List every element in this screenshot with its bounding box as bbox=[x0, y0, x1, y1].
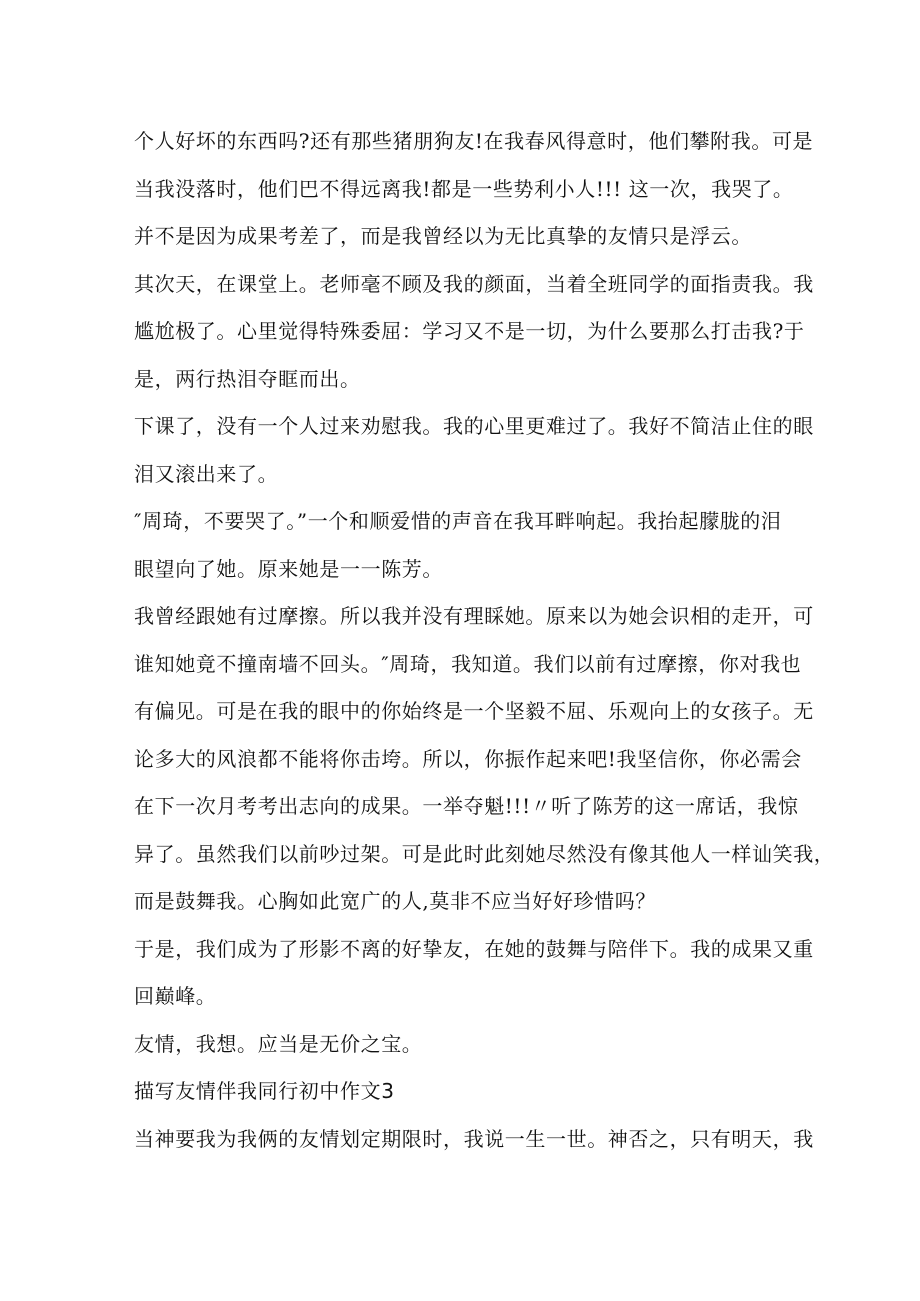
text-line: 有偏见。可是在我的眼中的你始终是一个坚毅不屈、乐观向上的女孩子。无 bbox=[134, 699, 814, 723]
text-line: 眼望向了她。原来她是一一陈芳。 bbox=[134, 556, 443, 581]
text-line: 并不是因为成果考差了，而是我曾经以为无比真挚的友情只是浮云。 bbox=[134, 224, 752, 248]
text-line: 泪又滚出来了。 bbox=[134, 461, 279, 486]
text-line: 回巅峰。 bbox=[134, 984, 217, 1008]
paragraph bbox=[134, 1021, 794, 1069]
paragraph bbox=[134, 926, 814, 1021]
paragraph bbox=[134, 498, 794, 593]
text-line: 下课了，没有一个人过来劝慰我。我的心里更难过了。我好不简洁止住的眼 bbox=[134, 414, 814, 438]
paragraph bbox=[134, 1116, 814, 1164]
text-line: 谁知她竟不撞南墙不回头。″周琦，我知道。我们以前有过摩擦，你对我也 bbox=[134, 651, 802, 676]
text-line: ″周琦，不要哭了。”一个和顺爱惜的声音在我耳畔响起。我抬起朦胧的泪 bbox=[134, 509, 782, 533]
paragraph bbox=[134, 261, 814, 404]
paragraph bbox=[134, 403, 814, 498]
paragraph bbox=[134, 593, 835, 926]
text-line: 而是鼓舞我。心胸如此宽广的人,莫非不应当好好珍惜吗？ bbox=[134, 889, 656, 913]
heading-text: 描写友情伴我同行初中作文3 bbox=[134, 1079, 395, 1103]
text-line: 其次天，在课堂上。老师毫不顾及我的颜面，当着全班同学的面指责我。我 bbox=[134, 271, 814, 296]
text-line: 当神要我为我俩的友情划定期限时，我说一生一世。神否之，只有明天，我 bbox=[134, 1126, 814, 1151]
text-line: 在下一次月考考出志向的成果。一举夺魁!!!〃听了陈芳的这一席话，我惊 bbox=[134, 794, 799, 818]
text-line: 论多大的风浪都不能将你击垮。所以，你振作起来吧!我坚信你，你必需会 bbox=[134, 746, 802, 771]
paragraph bbox=[134, 118, 814, 261]
text-line: 尴尬极了。心里觉得特殊委屈：学习又不是一切，为什么要那么打击我?于 bbox=[134, 319, 805, 343]
text-line: 友情，我想。应当是无价之宝。 bbox=[134, 1031, 423, 1056]
essay-body bbox=[134, 118, 835, 1163]
section-heading bbox=[134, 1068, 794, 1116]
text-line: 于是，我们成为了形影不离的好挚友，在她的鼓舞与陪伴下。我的成果又重 bbox=[134, 936, 814, 961]
text-line: 是，两行热泪夺眶而出。 bbox=[134, 366, 361, 391]
text-line: 异了。虽然我们以前吵过架。可是此时此刻她尽然没有像其他人一样讪笑我， bbox=[134, 841, 835, 866]
text-line: 个人好坏的东西吗?还有那些猪朋狗友!在我春风得意时，他们攀附我。可是 bbox=[134, 129, 814, 153]
text-line: 当我没落时，他们巴不得远离我!都是一些势利小人!!! 这一次，我哭了。 bbox=[134, 176, 794, 201]
text-line: 我曾经跟她有过摩擦。所以我并没有理睬她。原来以为她会识相的走开，可 bbox=[134, 604, 814, 628]
